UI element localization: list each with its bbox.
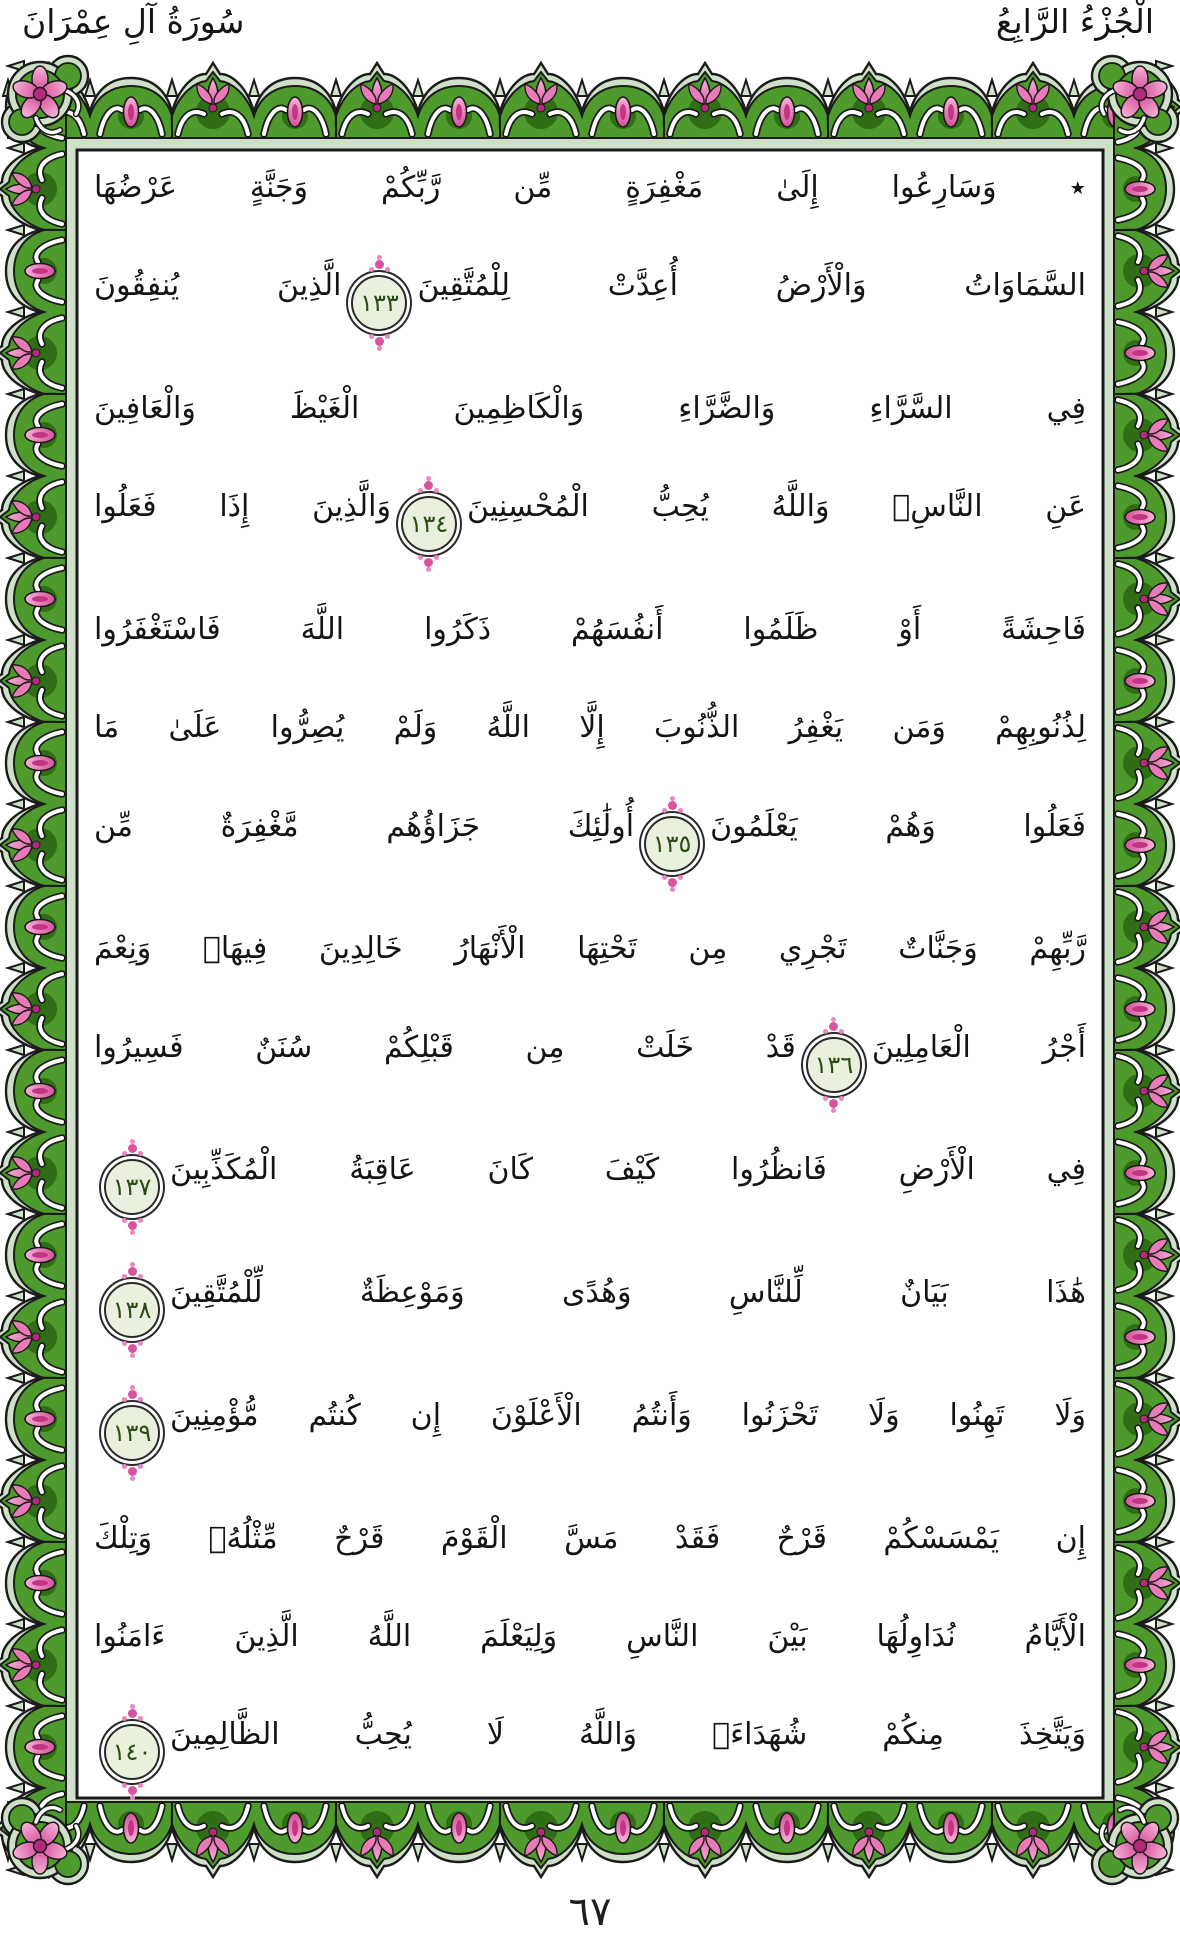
quran-line <box>94 807 1086 872</box>
quran-line <box>94 1617 1086 1658</box>
quran-text: ٭ وَسَارِعُوا إِلَىٰ مَغْفِرَةٍ مِّن رَّبِّكُمْ وَجَنَّةٍ عَرْضُهَا <box>94 170 1086 205</box>
quran-line <box>94 1273 1086 1338</box>
quran-line <box>94 1519 1086 1560</box>
quran-line <box>94 1396 1086 1461</box>
quran-text: هَٰذَا بَيَانٌ لِّلنَّاسِ وَهُدًى وَمَوْعِظَةٌ لِّلْمُتَّقِينَ <box>170 1275 1086 1310</box>
quran-line <box>94 389 1086 430</box>
quran-line <box>94 1715 1086 1780</box>
quran-line <box>94 1150 1086 1215</box>
quran-text: فَاحِشَةً أَوْ ظَلَمُوا أَنفُسَهُمْ ذَكَرُوا اللَّهَ فَاسْتَغْفَرُوا <box>94 612 1086 647</box>
ayah-number-badge: ١٤٠ <box>104 1724 160 1780</box>
quran-line <box>94 1028 1086 1093</box>
quran-text: فِي السَّرَّاءِ وَالضَّرَّاءِ وَالْكَاظِمِينَ الْغَيْظَ وَالْعَافِينَ <box>94 391 1086 426</box>
quran-text: فَعَلُوا وَهُمْ يَعْلَمُونَ <box>710 808 1086 844</box>
quran-text: وَيَتَّخِذَ مِنكُمْ شُهَدَاءَۗ وَاللَّهُ لَا يُحِبُّ الظَّالِمِينَ <box>170 1717 1086 1752</box>
quran-text: فِي الْأَرْضِ فَانظُرُوا كَيْفَ كَانَ عَاقِبَةُ الْمُكَذِّبِينَ <box>170 1152 1086 1188</box>
quran-line <box>94 708 1086 749</box>
quran-text: وَالَّذِينَ إِذَا فَعَلُوا <box>94 489 391 525</box>
quran-text: لِذُنُوبِهِمْ وَمَن يَغْفِرُ الذُّنُوبَ إِلَّا اللَّهُ وَلَمْ يُصِرُّوا عَلَىٰ مَا <box>94 710 1086 746</box>
quran-line <box>94 266 1086 331</box>
page-number: ٦٧ <box>568 1889 612 1935</box>
surah-title: سُورَةُ آلِ عِمْرَانَ <box>22 2 245 41</box>
quran-text: إِن يَمْسَسْكُمْ قَرْحٌ فَقَدْ مَسَّ الْقَوْمَ قَرْحٌ مِّثْلُهُۚ وَتِلْكَ <box>94 1520 1086 1556</box>
quran-text: السَّمَاوَاتُ وَالْأَرْضُ أُعِدَّتْ لِلْمُتَّقِينَ <box>417 268 1087 304</box>
ayah-number-badge: ١٣٦ <box>806 1037 862 1093</box>
ayah-number-badge: ١٣٣ <box>351 275 407 331</box>
quran-text: الْأَيَّامُ نُدَاوِلُهَا بَيْنَ النَّاسِ وَلِيَعْلَمَ اللَّهُ الَّذِينَ ءَامَنُوا <box>94 1618 1086 1654</box>
quran-line <box>94 168 1086 209</box>
quran-text: أَجْرُ الْعَامِلِينَ <box>871 1029 1086 1065</box>
juz-title: الْجُزْءُ الرَّابِعُ <box>995 2 1154 41</box>
ayah-number-badge: ١٣٥ <box>644 816 700 872</box>
quran-line <box>94 610 1086 651</box>
quran-text-block <box>94 168 1086 1780</box>
quran-text: وَلَا تَهِنُوا وَلَا تَحْزَنُوا وَأَنتُمُ الْأَعْلَوْنَ إِن كُنتُم مُّؤْمِنِينَ <box>170 1397 1086 1433</box>
ayah-number-badge: ١٣٤ <box>401 496 457 552</box>
quran-line <box>94 929 1086 970</box>
ayah-number-badge: ١٣٧ <box>104 1159 160 1215</box>
quran-text: قَدْ خَلَتْ مِن قَبْلِكُمْ سُنَنٌ فَسِيرُوا <box>94 1029 796 1065</box>
quran-text: الَّذِينَ يُنفِقُونَ <box>94 268 342 304</box>
quran-text: رَّبِّهِمْ وَجَنَّاتٌ تَجْرِي مِن تَحْتِهَا الْأَنْهَارُ خَالِدِينَ فِيهَاۚ وَنِعْمَ <box>94 931 1086 967</box>
ayah-number-badge: ١٣٨ <box>104 1282 160 1338</box>
quran-text: أُولَٰئِكَ جَزَاؤُهُم مَّغْفِرَةٌ مِّن <box>94 808 635 844</box>
quran-line <box>94 487 1086 552</box>
quran-text: عَنِ النَّاسِۗ وَاللَّهُ يُحِبُّ الْمُحْسِنِينَ <box>466 489 1087 525</box>
ayah-number-badge: ١٣٩ <box>104 1405 160 1461</box>
